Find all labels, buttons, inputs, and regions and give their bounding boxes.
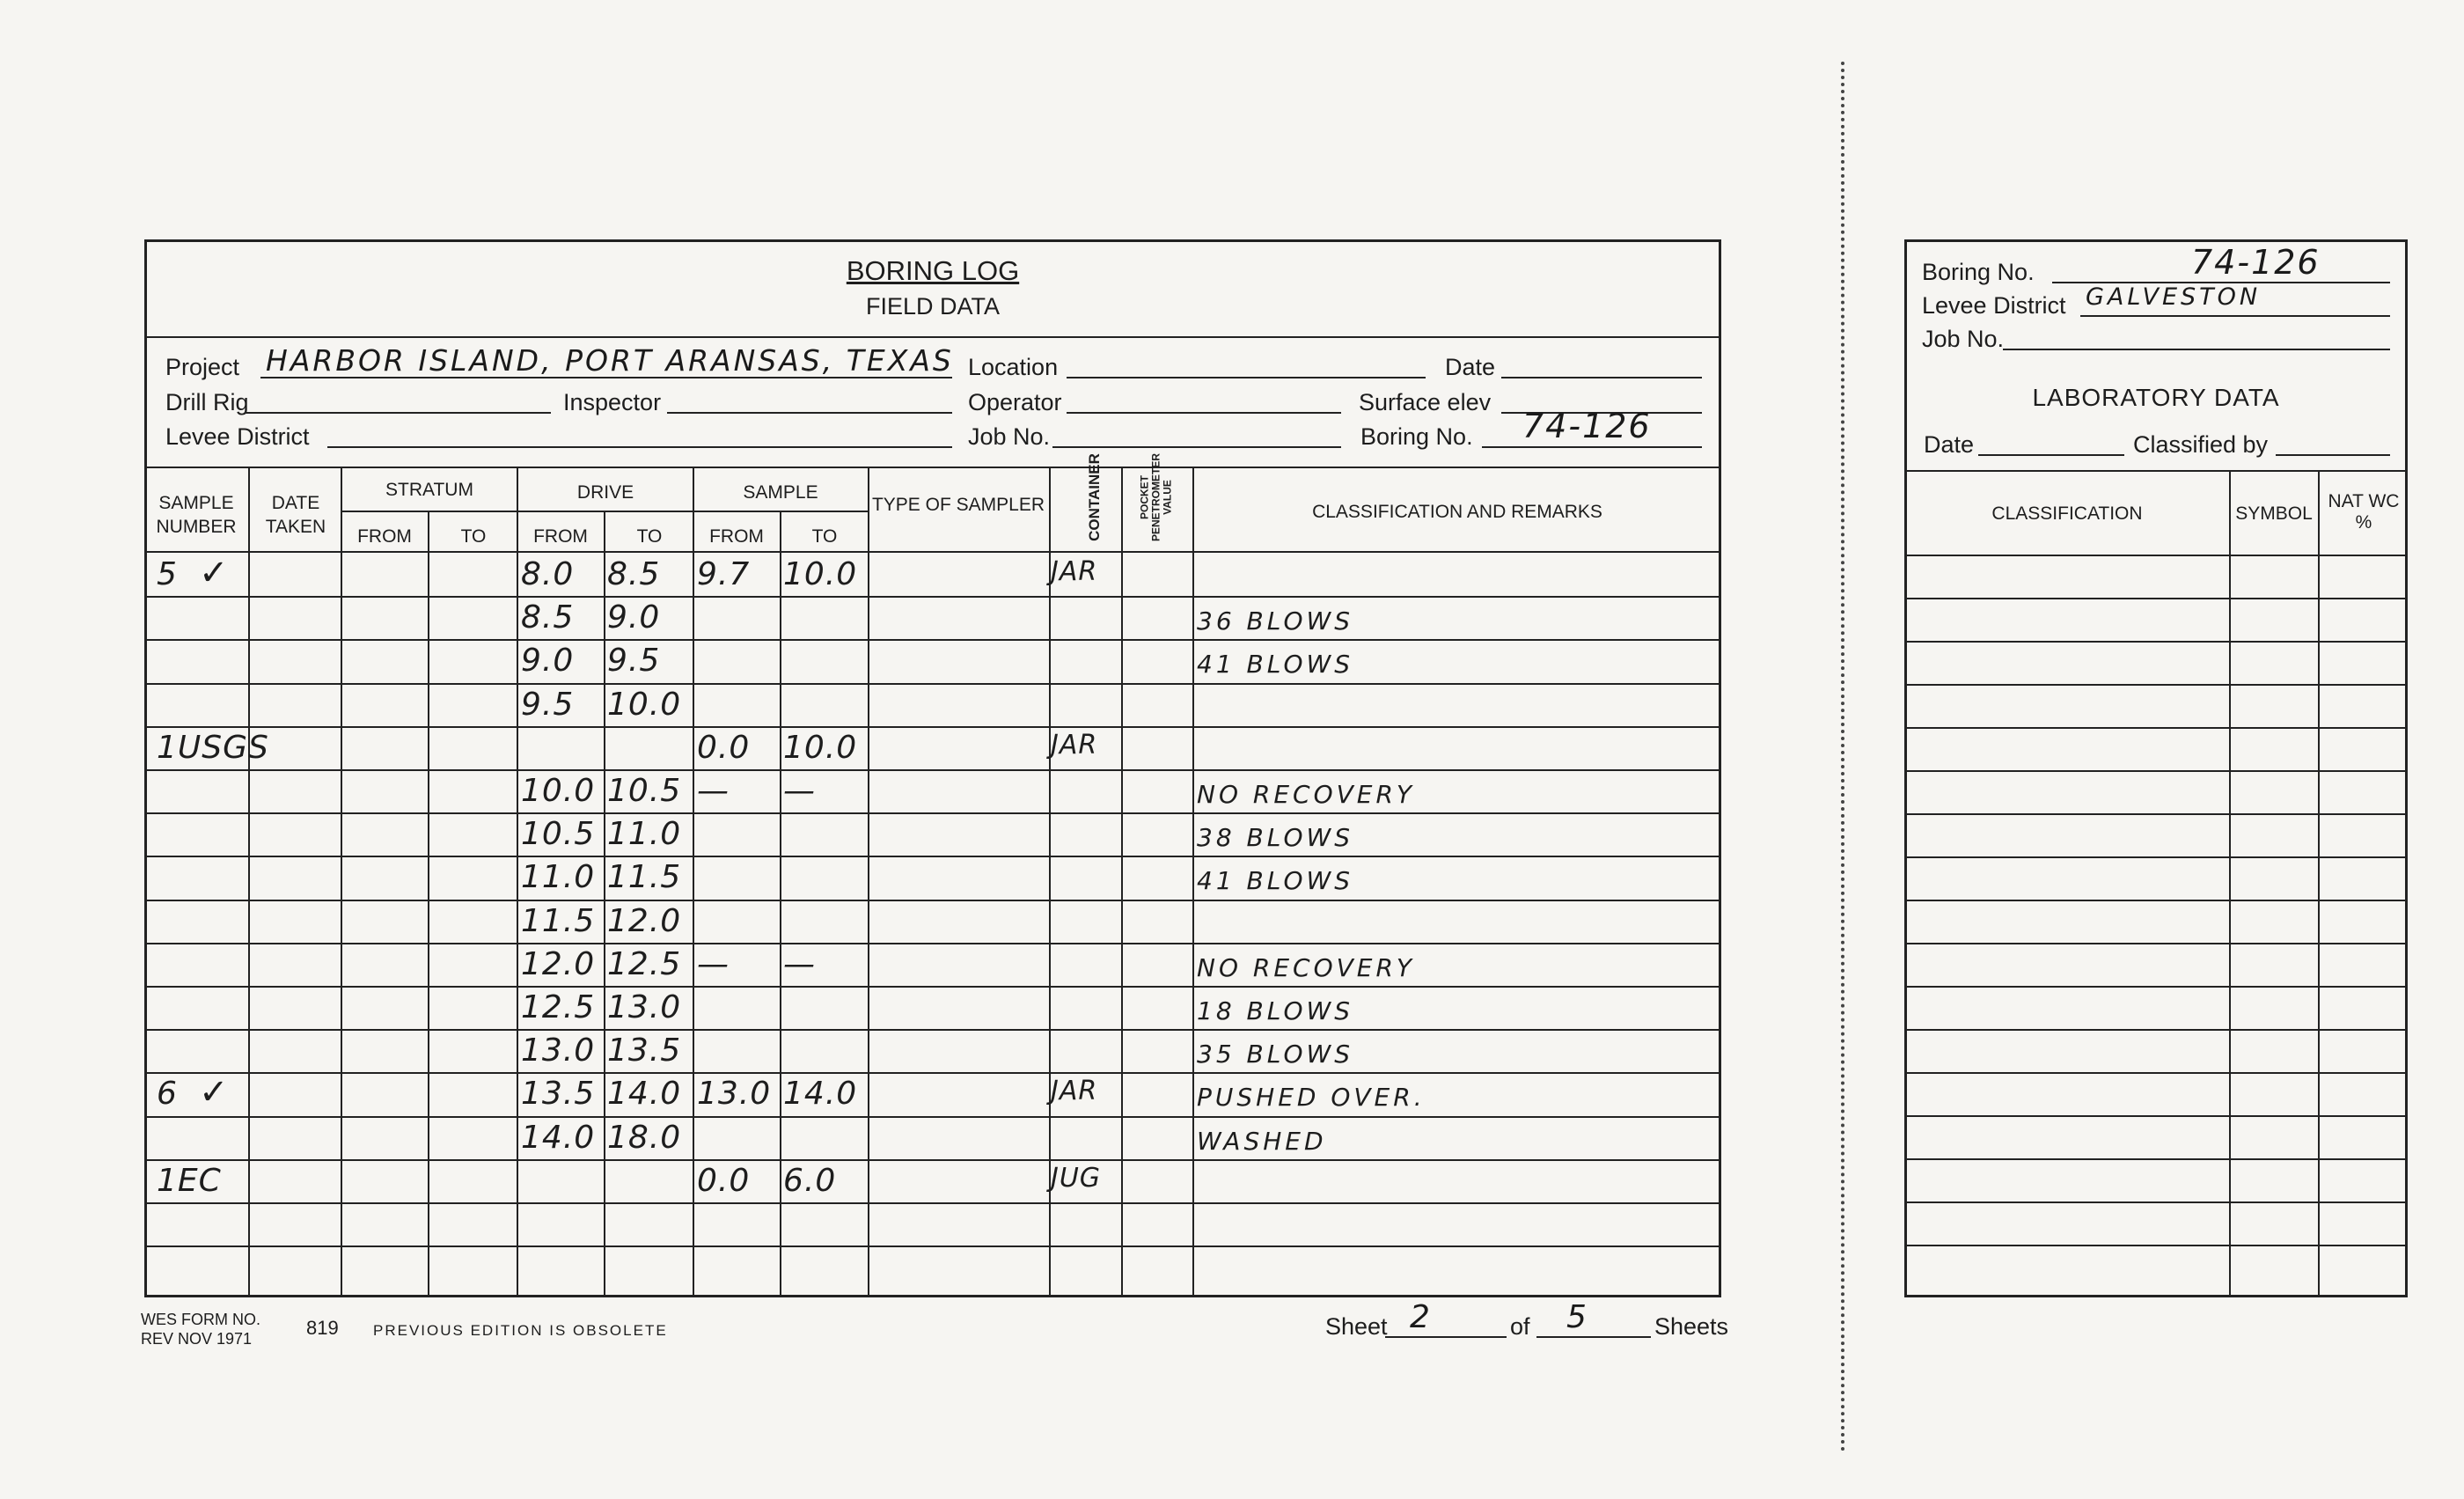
of-value: 5 [1566, 1299, 1588, 1335]
project-value: HARBOR ISLAND, PORT ARANSAS, TEXAS [266, 343, 954, 378]
col-sample-from: FROM [709, 526, 764, 547]
col-stratum: STRATUM [385, 480, 473, 500]
drive-to-cell: 9.5 [607, 643, 661, 679]
sample-to-cell: 14.0 [783, 1076, 858, 1112]
drive-from-cell: 13.5 [521, 1076, 596, 1112]
drive-from-cell: 8.0 [521, 556, 575, 592]
drive-to-cell: 12.0 [607, 903, 682, 939]
remarks-cell: 35 BLOWS [1197, 1040, 1353, 1069]
drive-to-cell: 8.5 [607, 556, 661, 592]
sample-number-cell: 6 [157, 1076, 178, 1112]
remarks-cell: 36 BLOWS [1197, 606, 1353, 636]
location-label: Location [968, 354, 1059, 380]
lab-levee-district-label: Levee District [1922, 292, 2066, 319]
drive-from-cell: 12.5 [521, 989, 596, 1025]
drive-to-cell: 13.5 [607, 1032, 682, 1069]
inspector-label: Inspector [563, 389, 662, 415]
col-container: CONTAINER [1086, 453, 1103, 541]
project-label: Project [165, 354, 240, 380]
col-stratum-from: FROM [357, 526, 412, 547]
drive-from-cell: 12.0 [521, 946, 596, 982]
drive-to-cell: 13.0 [607, 989, 682, 1025]
container-cell: JUG [1051, 1163, 1102, 1194]
drive-from-cell: 10.5 [521, 816, 596, 852]
sample-to-cell: 10.0 [783, 556, 858, 592]
sheet-label: Sheet [1325, 1313, 1388, 1340]
sheet-value: 2 [1410, 1299, 1432, 1335]
container-cell: JAR [1051, 1076, 1098, 1106]
sample-number-cell: 1USGS [157, 730, 269, 766]
container-cell: JAR [1051, 730, 1098, 761]
col-sample: SAMPLE [743, 482, 818, 503]
sample-to-cell: 10.0 [783, 730, 858, 766]
lab-col-nat-wc: NAT WC % [2328, 491, 2400, 533]
sample-from-cell: 9.7 [697, 556, 751, 592]
lab-header-divider [1904, 470, 2408, 472]
col-classification-remarks: CLASSIFICATION AND REMARKS [1312, 502, 1602, 522]
levee-district-field [327, 418, 952, 448]
col-sample-to: TO [811, 526, 838, 547]
check-mark: ✓ [199, 553, 230, 593]
surface-elev-label: Surface elev [1359, 389, 1492, 415]
operator-label: Operator [968, 389, 1062, 415]
remarks-cell: WASHED [1197, 1127, 1327, 1156]
sample-to-cell: 6.0 [783, 1163, 837, 1199]
drive-to-cell: 14.0 [607, 1076, 682, 1112]
lab-job-no-label: Job No. [1922, 326, 2005, 352]
sample-from-cell: — [697, 773, 730, 809]
drive-from-cell: 11.5 [521, 903, 596, 939]
remarks-cell: NO RECOVERY [1197, 780, 1416, 809]
remarks-cell: 18 BLOWS [1197, 996, 1353, 1025]
date-label: Date [1445, 354, 1496, 380]
container-cell: JAR [1051, 556, 1098, 587]
drill-rig-label: Drill Rig [165, 389, 249, 415]
form-number-label: WES FORM NO. REV NOV 1971 [141, 1311, 260, 1348]
drive-from-cell: 9.5 [521, 687, 575, 723]
obsolete-note: PREVIOUS EDITION IS OBSOLETE [373, 1322, 668, 1339]
sample-from-cell: 0.0 [697, 730, 751, 766]
form-title: BORING LOG [846, 255, 1020, 286]
drive-to-cell: 18.0 [607, 1120, 682, 1156]
boring-no-label: Boring No. [1360, 423, 1473, 450]
drive-from-cell: 9.0 [521, 643, 575, 679]
sheet-field [1385, 1308, 1507, 1338]
lab-boring-no-value: 74-126 [2191, 243, 2321, 282]
drive-from-cell: 11.0 [521, 859, 596, 895]
col-drive-from: FROM [533, 526, 588, 547]
lab-date-label: Date [1924, 431, 1975, 458]
form-subtitle: FIELD DATA [865, 293, 1001, 320]
drive-to-cell: 9.0 [607, 599, 661, 636]
perforation-line [1841, 62, 1844, 1452]
drive-from-cell: 14.0 [521, 1120, 596, 1156]
job-no-field [1052, 418, 1341, 448]
drive-from-cell: 13.0 [521, 1032, 596, 1069]
drive-to-cell: 10.0 [607, 687, 682, 723]
location-field [1067, 349, 1426, 378]
lab-title: LABORATORY DATA [2032, 384, 2280, 411]
levee-district-label: Levee District [165, 423, 310, 450]
sample-from-cell: 0.0 [697, 1163, 751, 1199]
form-number: 819 [306, 1317, 339, 1339]
lab-date-field [1978, 426, 2124, 456]
sample-number-cell: 5 [157, 556, 178, 592]
lab-classified-by-label: Classified by [2133, 431, 2269, 458]
drive-from-cell: 8.5 [521, 599, 575, 636]
check-mark: ✓ [199, 1072, 230, 1113]
col-drive: DRIVE [576, 482, 634, 503]
col-drive-to: TO [636, 526, 663, 547]
header-divider [144, 467, 1721, 468]
lab-col-symbol: SYMBOL [2235, 503, 2313, 524]
lab-levee-district-value: GALVESTON [2086, 283, 2262, 311]
remarks-cell: 38 BLOWS [1197, 823, 1353, 852]
title-divider [144, 336, 1721, 338]
col-stratum-to: TO [460, 526, 487, 547]
lab-job-no-field [2003, 320, 2390, 350]
drive-to-cell: 12.5 [607, 946, 682, 982]
sheets-label: Sheets [1654, 1313, 1729, 1340]
drive-to-cell: 10.5 [607, 773, 682, 809]
job-no-label: Job No. [968, 423, 1051, 450]
lab-boring-no-label: Boring No. [1922, 259, 2035, 285]
of-label: of [1510, 1313, 1530, 1340]
boring-no-value: 74-126 [1522, 407, 1652, 445]
of-field [1536, 1308, 1651, 1338]
sample-to-cell: — [783, 773, 816, 809]
remarks-cell: 41 BLOWS [1197, 650, 1353, 679]
col-pocket-penetrometer: POCKET PENETROMETER VALUE [1138, 453, 1174, 542]
drive-to-cell: 11.5 [607, 859, 682, 895]
col-date-taken: DATE TAKEN [265, 493, 326, 537]
inspector-field [667, 384, 952, 414]
date-field [1501, 349, 1702, 378]
drive-to-cell: 11.0 [607, 816, 682, 852]
col-type-of-sampler: TYPE OF SAMPLER [871, 495, 1045, 515]
remarks-cell: NO RECOVERY [1197, 953, 1416, 982]
sample-from-cell: — [697, 946, 730, 982]
remarks-cell: PUSHED OVER. [1197, 1083, 1426, 1112]
lab-classified-by-field [2276, 426, 2390, 456]
lab-col-classification: CLASSIFICATION [1991, 503, 2143, 524]
operator-field [1067, 384, 1341, 414]
sample-to-cell: — [783, 946, 816, 982]
drill-rig-field [245, 384, 551, 414]
remarks-cell: 41 BLOWS [1197, 866, 1353, 895]
sample-number-cell: 1EC [157, 1163, 222, 1199]
drive-from-cell: 10.0 [521, 773, 596, 809]
col-sample-number: SAMPLE NUMBER [156, 493, 237, 537]
sample-from-cell: 13.0 [697, 1076, 772, 1112]
